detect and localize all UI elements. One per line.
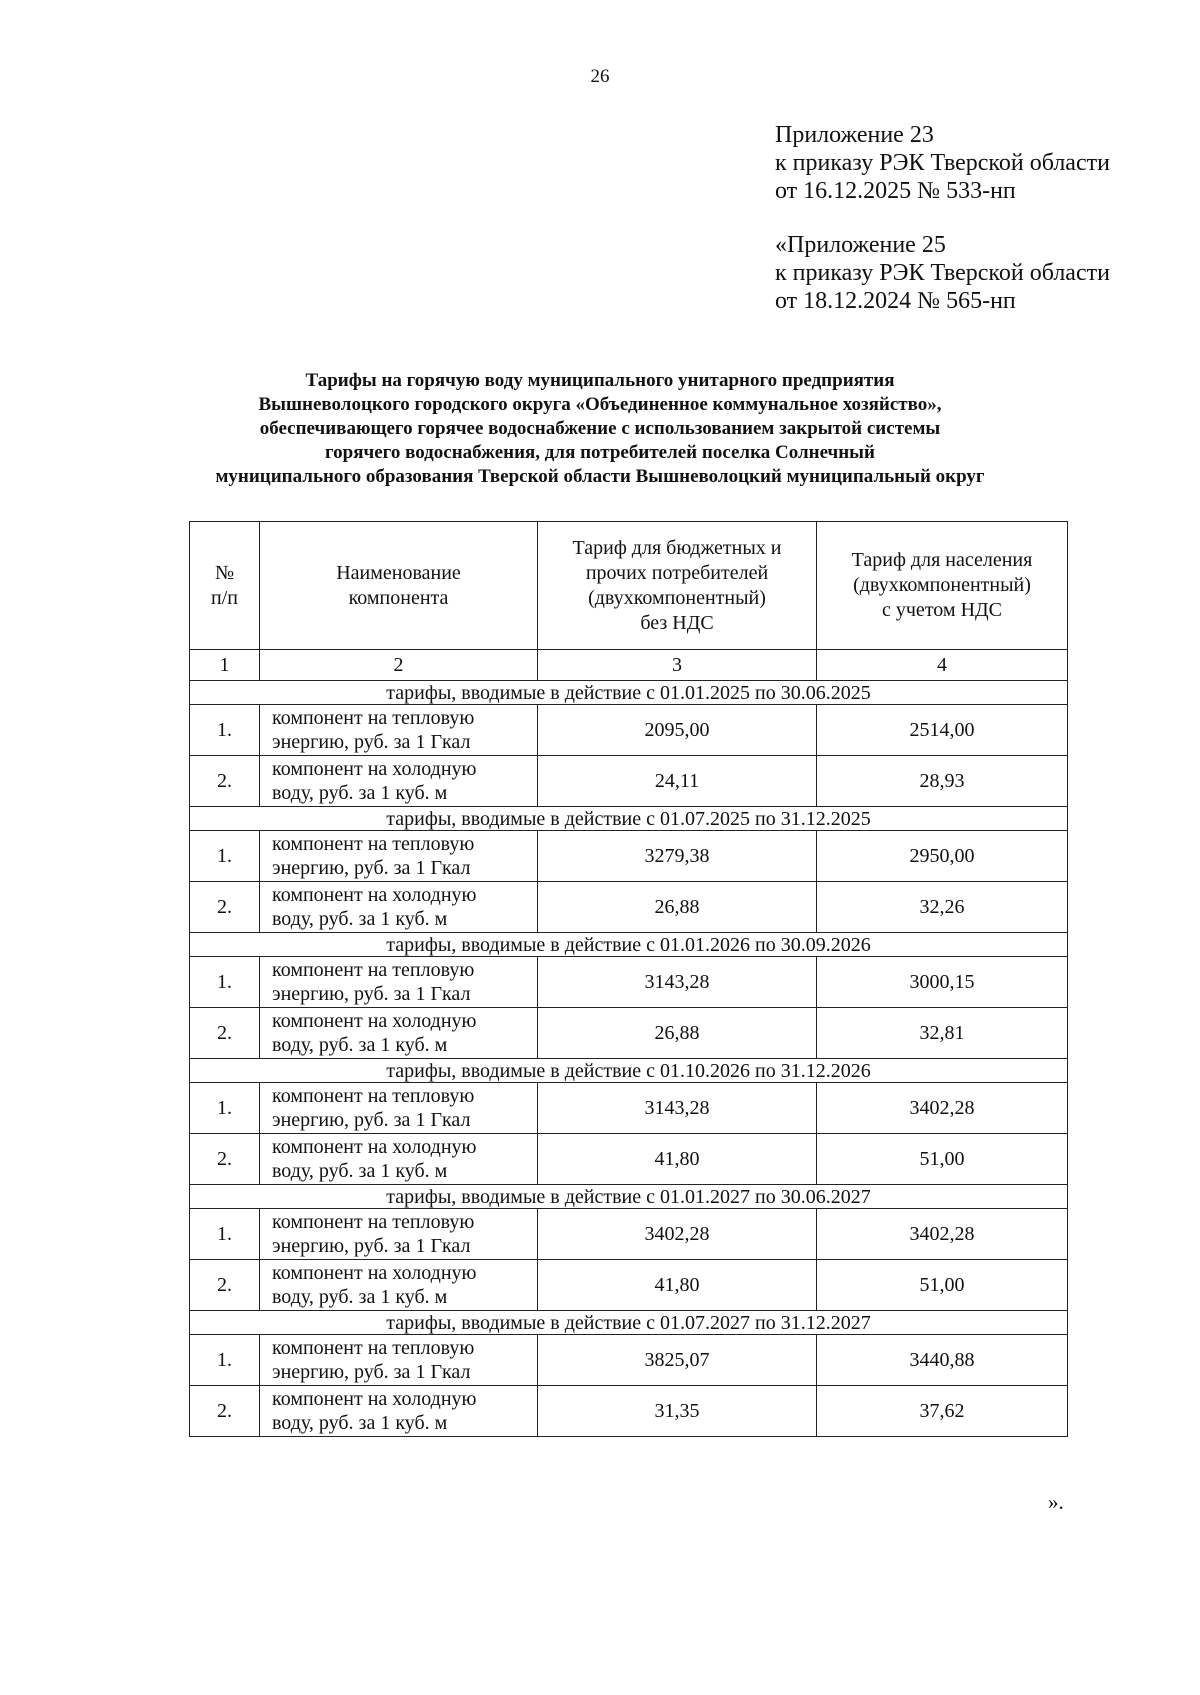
component-name [260,756,538,807]
component-name-line1: компонент на холодную [272,1388,477,1410]
budget-tariff-value: 26,88 [538,1008,817,1059]
row-number: 1. [190,1083,260,1134]
column-number-row [190,650,1068,681]
period-row [190,1185,1068,1209]
component-name-line1: компонент на холодную [272,758,477,780]
component-name-line1: компонент на холодную [272,1262,477,1284]
budget-tariff-value: 2095,00 [538,705,817,756]
component-name-line1: компонент на холодную [272,884,477,906]
period-label: тарифы, вводимые в действие с 01.01.2025 по 30.06.2025 [190,681,1068,705]
row-number: 2. [190,756,260,807]
component-name-line1: компонент на тепловую [272,1337,475,1359]
component-name [260,1260,538,1311]
title-line5: муниципального образования Тверской области Вышневолоцкий муниципальный округ [215,466,985,487]
header-population-tariff: Тариф для населения (двухкомпонентный) с учетом НДС [817,522,1068,650]
population-tariff-value: 3000,15 [817,957,1068,1008]
component-name [260,705,538,756]
column-number: 1 [190,650,260,681]
component-name-line2: энергию, руб. за 1 Гкал [272,1235,471,1257]
document-title [100,369,1100,489]
budget-tariff-value: 24,11 [538,756,817,807]
row-number: 1. [190,1209,260,1260]
row-number: 2. [190,1008,260,1059]
budget-tariff-value: 3825,07 [538,1335,817,1386]
appendix-current-line2: к приказу РЭК Тверской области [775,150,1110,176]
table-row [190,1134,1068,1185]
header-number: № п/п [190,522,260,650]
population-tariff-value: 51,00 [817,1134,1068,1185]
period-label: тарифы, вводимые в действие с 01.07.2025 по 31.12.2025 [190,807,1068,831]
table-row [190,831,1068,882]
component-name-line1: компонент на холодную [272,1010,477,1032]
period-label: тарифы, вводимые в действие с 01.10.2026 по 31.12.2026 [190,1059,1068,1083]
population-tariff-value: 51,00 [817,1260,1068,1311]
appendix-current [775,121,1110,205]
budget-tariff-value: 31,35 [538,1386,817,1437]
title-line4: горячего водоснабжения, для потребителей поселка Солнечный [325,442,875,463]
component-name-line2: энергию, руб. за 1 Гкал [272,731,471,753]
period-row [190,1311,1068,1335]
column-number: 3 [538,650,817,681]
table-row [190,1386,1068,1437]
population-tariff-value: 28,93 [817,756,1068,807]
component-name-line2: энергию, руб. за 1 Гкал [272,983,471,1005]
component-name-line2: воду, руб. за 1 куб. м [272,1160,448,1182]
population-tariff-value: 3440,88 [817,1335,1068,1386]
appendix-previous-line3: от 18.12.2024 № 565-нп [775,288,1016,314]
population-tariff-value: 2514,00 [817,705,1068,756]
row-number: 1. [190,705,260,756]
component-name-line1: компонент на тепловую [272,1085,475,1107]
population-tariff-value: 3402,28 [817,1209,1068,1260]
row-number: 2. [190,1260,260,1311]
budget-tariff-value: 41,80 [538,1134,817,1185]
budget-tariff-value: 3279,38 [538,831,817,882]
table-row [190,1260,1068,1311]
component-name-line2: энергию, руб. за 1 Гкал [272,857,471,879]
period-row [190,807,1068,831]
component-name-line2: воду, руб. за 1 куб. м [272,1412,448,1434]
header-budget-tariff: Тариф для бюджетных и прочих потребителей (двухкомпонентный) без НДС [538,522,817,650]
table-row [190,957,1068,1008]
component-name [260,1083,538,1134]
population-tariff-value: 3402,28 [817,1083,1068,1134]
budget-tariff-value: 26,88 [538,882,817,933]
row-number: 2. [190,1134,260,1185]
period-row [190,933,1068,957]
component-name-line1: компонент на тепловую [272,1211,475,1233]
table-row [190,1335,1068,1386]
component-name [260,1386,538,1437]
component-name [260,1209,538,1260]
component-name-line2: воду, руб. за 1 куб. м [272,782,448,804]
table-row [190,1209,1068,1260]
component-name [260,831,538,882]
budget-tariff-value: 3143,28 [538,1083,817,1134]
title-line3: обеспечивающего горячее водоснабжение с использованием закрытой системы [259,418,941,439]
component-name-line1: компонент на тепловую [272,959,475,981]
population-tariff-value: 37,62 [817,1386,1068,1437]
row-number: 1. [190,957,260,1008]
population-tariff-value: 32,26 [817,882,1068,933]
appendix-current-line1: Приложение 23 [775,122,934,148]
component-name-line1: компонент на холодную [272,1136,477,1158]
component-name [260,1335,538,1386]
budget-tariff-value: 3402,28 [538,1209,817,1260]
column-number: 2 [260,650,538,681]
component-name [260,957,538,1008]
appendix-current-line3: от 16.12.2025 № 533-нп [775,178,1016,204]
tariff-body [190,681,1068,1437]
component-name-line2: воду, руб. за 1 куб. м [272,1286,448,1308]
population-tariff-value: 32,81 [817,1008,1068,1059]
population-tariff-value: 2950,00 [817,831,1068,882]
appendix-previous [775,231,1110,315]
appendix-previous-line1: «Приложение 25 [775,232,946,258]
component-name-line2: воду, руб. за 1 куб. м [272,908,448,930]
table-row [190,1083,1068,1134]
component-name-line1: компонент на тепловую [272,833,475,855]
table-row [190,756,1068,807]
table-row [190,1008,1068,1059]
component-name-line2: энергию, руб. за 1 Гкал [272,1109,471,1131]
period-label: тарифы, вводимые в действие с 01.01.2027 по 30.06.2027 [190,1185,1068,1209]
row-number: 2. [190,882,260,933]
closing-quote: ». [1048,1490,1064,1514]
title-line1: Тарифы на горячую воду муниципального унитарного предприятия [305,370,895,391]
period-label: тарифы, вводимые в действие с 01.01.2026 по 30.09.2026 [190,933,1068,957]
component-name [260,882,538,933]
table-row [190,882,1068,933]
component-name-line1: компонент на тепловую [272,707,475,729]
row-number: 1. [190,1335,260,1386]
tariffs-table [189,521,1068,1437]
period-row [190,681,1068,705]
budget-tariff-value: 41,80 [538,1260,817,1311]
component-name-line2: энергию, руб. за 1 Гкал [272,1361,471,1383]
row-number: 1. [190,831,260,882]
title-line2: Вышневолоцкого городского округа «Объединенное коммунальное хозяйство», [258,394,942,415]
period-row [190,1059,1068,1083]
period-label: тарифы, вводимые в действие с 01.07.2027 по 31.12.2027 [190,1311,1068,1335]
component-name [260,1008,538,1059]
row-number: 2. [190,1386,260,1437]
column-number: 4 [817,650,1068,681]
page-number: 26 [590,66,610,87]
component-name-line2: воду, руб. за 1 куб. м [272,1034,448,1056]
appendix-previous-line2: к приказу РЭК Тверской области [775,260,1110,286]
table-header-row [190,522,1068,650]
table-row [190,705,1068,756]
component-name [260,1134,538,1185]
budget-tariff-value: 3143,28 [538,957,817,1008]
header-component-name: Наименование компонента [260,522,538,650]
